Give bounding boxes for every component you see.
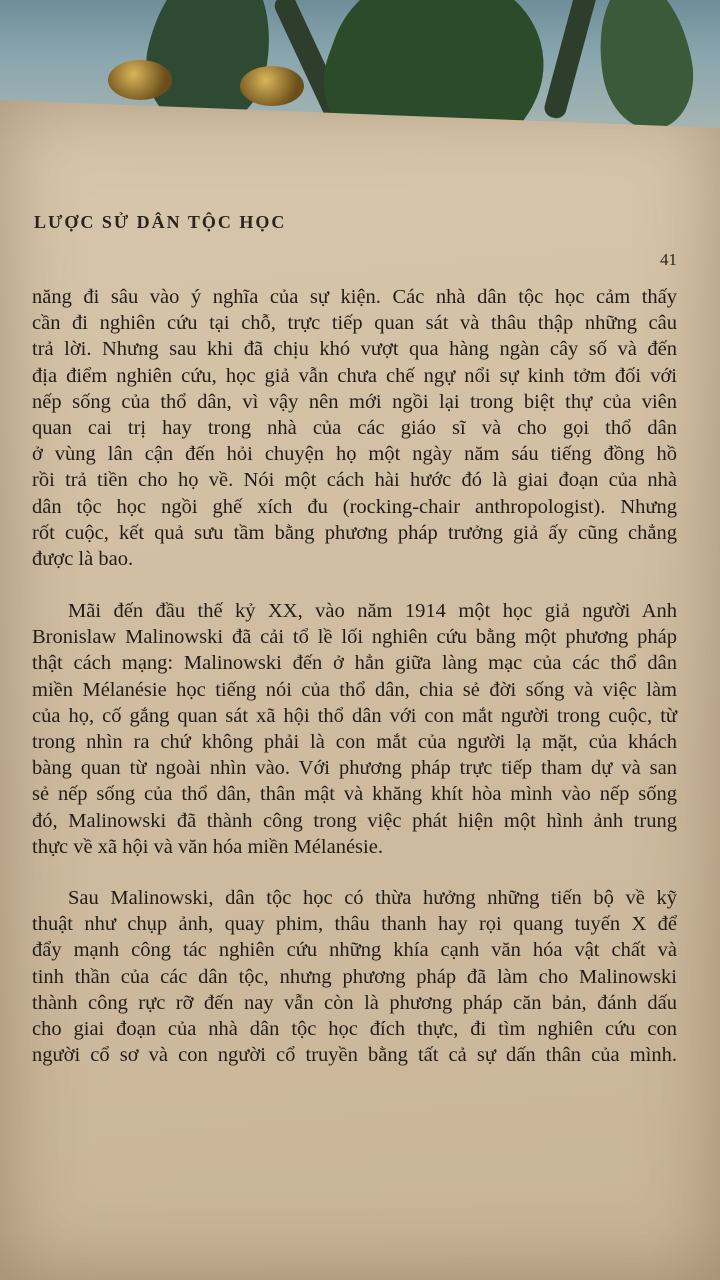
- plant-stem: [542, 0, 599, 120]
- text-line: Bronislaw Malinowski đã cải tổ lề lối nghiên cứu bằng một phương pháp: [32, 626, 677, 649]
- text-line: địa điểm nghiên cứu, học giả vẫn chưa chế ngự nổi sự kinh tởm đối với: [32, 364, 677, 387]
- text-line: thành công rực rỡ đến nay vẫn còn là phương pháp căn bản, đánh dấu: [32, 991, 677, 1014]
- running-header: LƯỢC SỬ DÂN TỘC HỌC: [34, 212, 287, 232]
- brass-knob: [108, 60, 172, 100]
- text-line: đó, Malinowski đã thành công trong việc phát hiện một hình ảnh trung: [32, 809, 677, 832]
- paragraph-1: [32, 284, 677, 572]
- plant-leaf: [588, 0, 703, 137]
- text-line: Sau Malinowski, dân tộc học có thừa hưởng những tiến bộ về kỹ: [68, 887, 677, 909]
- text-line: thuật như chụp ảnh, quay phim, thâu thanh hay rọi quang tuyến X để: [32, 913, 677, 936]
- text-line: nếp sống của thổ dân, vì vậy nên mới ngồi lại trong biệt thự của viên: [32, 390, 677, 413]
- text-line: trong nhìn ra chứ không phải là con mắt của người lạ mặt, của khách: [32, 731, 677, 754]
- text-line: đẩy mạnh công tác nghiên cứu những khía cạnh văn hóa vật chất và: [32, 939, 677, 962]
- text-line: rốt cuộc, kết quả sưu tầm bằng phương pháp trưởng giả ấy cũng chẳng: [32, 521, 677, 544]
- text-line: người cổ sơ và con người cổ truyền bằng tất cả sự dấn thân của mình.: [32, 1044, 677, 1067]
- text-line: ở vùng lân cận đến hỏi chuyện họ một ngày năm sáu tiếng đồng hồ: [32, 443, 677, 466]
- text-line: cho giai đoạn của nhà dân tộc học đích thực, đi tìm nghiên cứu con: [32, 1018, 677, 1041]
- text-line: quan cai trị hay trong nhà của các giáo sĩ và cho gọi thổ dân: [32, 417, 677, 440]
- text-line: sẻ nếp sống của thổ dân, thân mật và khăng khít hòa mình vào nếp sống: [32, 783, 677, 806]
- text-line: được là bao.: [32, 548, 134, 571]
- text-line: tinh thần của các dân tộc, nhưng phương pháp đã làm cho Malinowski: [32, 965, 677, 988]
- brass-knob: [240, 66, 304, 106]
- text-line: dân tộc học ngồi ghế xích đu (rocking-chair anthropologist). Nhưng: [32, 495, 677, 518]
- text-line: miền Mélanésie học tiếng nói của thổ dân, chia sẻ đời sống và việc làm: [32, 678, 677, 701]
- text-line: thực về xã hội và văn hóa miền Mélanésie.: [32, 835, 383, 858]
- text-line: của họ, cố gắng quan sát xã hội thổ dân với con mắt người trong cuộc, từ: [32, 704, 677, 727]
- text-line: cần đi nghiên cứu tại chỗ, trực tiếp quan sát và thâu thập những câu: [32, 312, 677, 335]
- text-line: Mãi đến đầu thế kỷ XX, vào năm 1914 một học giả người Anh: [68, 600, 677, 622]
- paragraph-2: [32, 598, 677, 860]
- page-number: 41: [660, 250, 677, 269]
- text-line: bàng quan từ ngoài nhìn vào. Với phương pháp trực tiếp tham dự và san: [32, 757, 677, 780]
- text-line: rồi trả tiền cho họ về. Nói một cách hài hước đó là giai đoạn của nhà: [32, 469, 677, 492]
- text-line: trả lời. Nhưng sau khi đã chịu khó vượt qua hàng ngàn cây số và đến: [32, 338, 677, 361]
- text-line: năng đi sâu vào ý nghĩa của sự kiện. Các nhà dân tộc học cảm thấy: [32, 286, 677, 308]
- paragraph-3: [32, 885, 677, 1068]
- text-line: thật cách mạng: Malinowski đến ở hẳn giữa làng mạc của các thổ dân: [32, 652, 677, 675]
